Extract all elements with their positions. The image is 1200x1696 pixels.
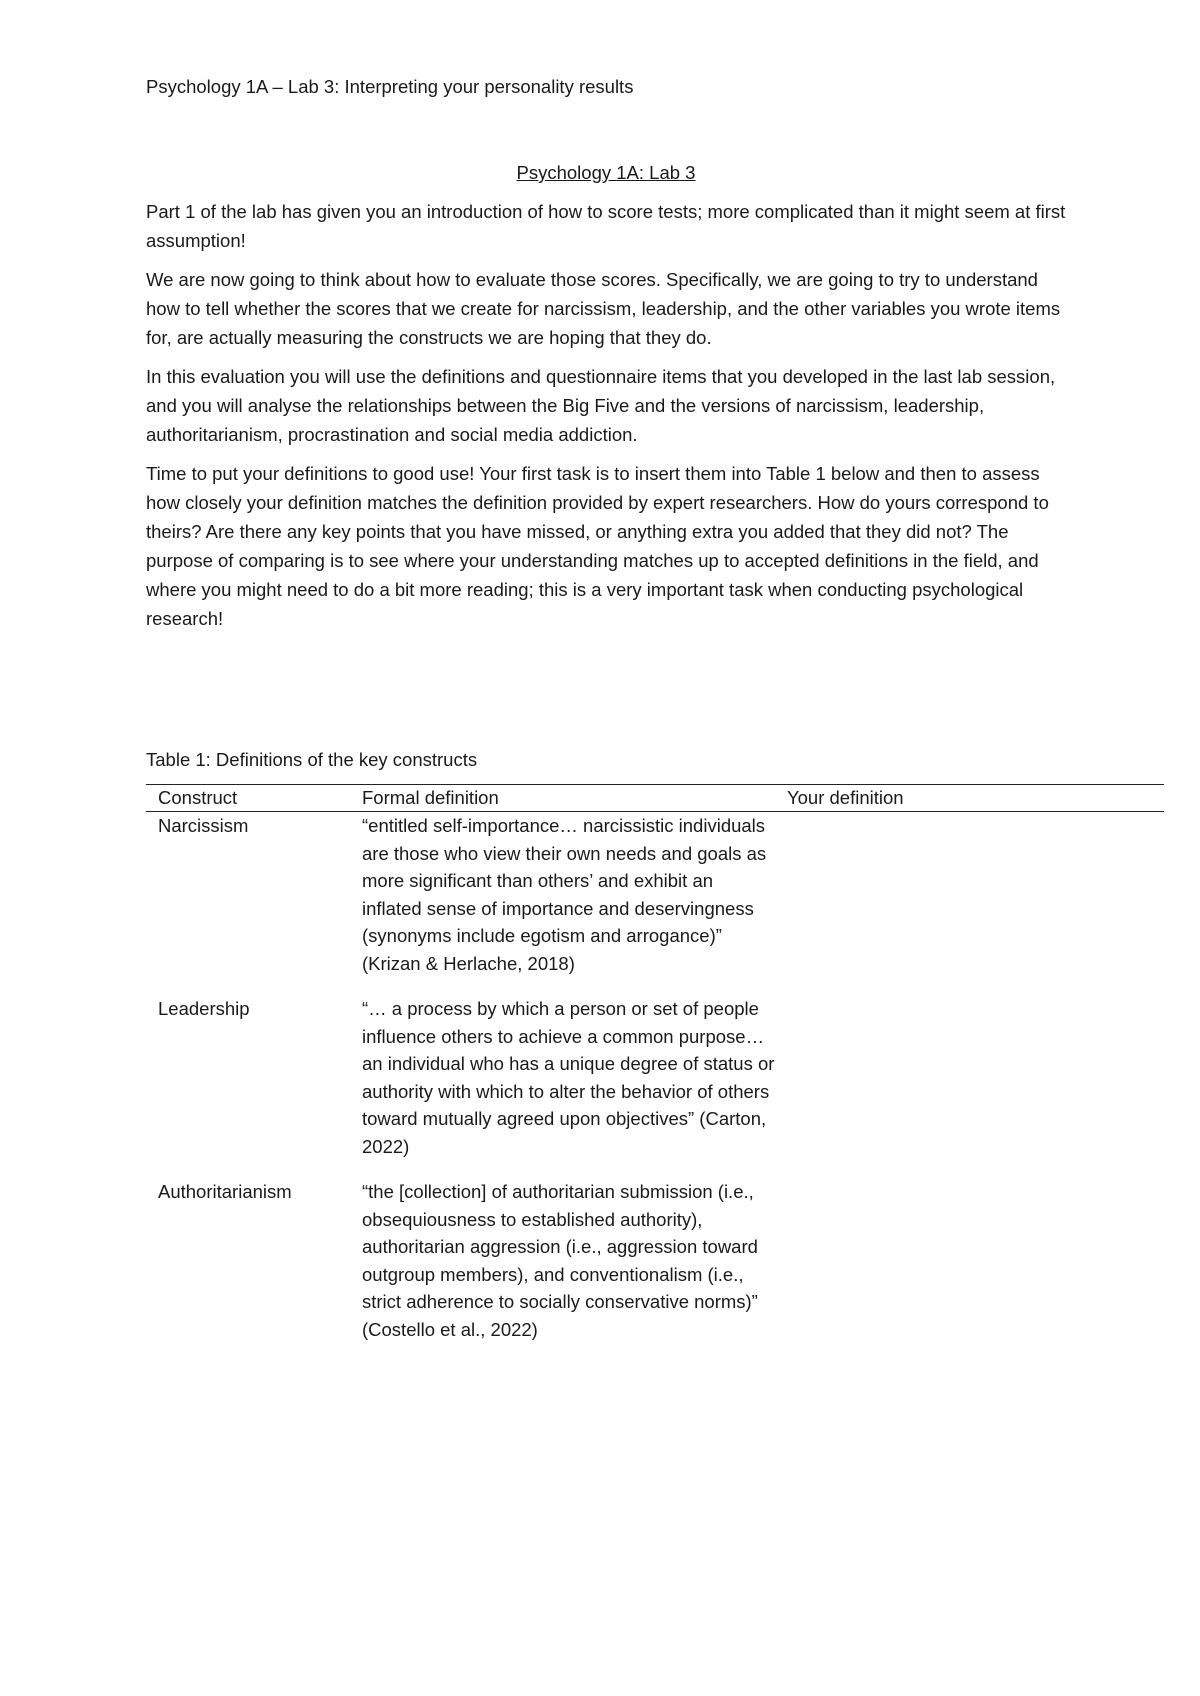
page-title: Psychology 1A: Lab 3	[516, 162, 696, 183]
table-caption: Table 1: Definitions of the key constructs	[146, 749, 478, 770]
paragraph-intro: Part 1 of the lab has given you an introduction of how to score tests; more complicated than it might seem at first assumption!	[146, 201, 1066, 251]
formal-definition-cell: “the [collection] of authoritarian submission (i.e., obsequiousness to established authority), authoritarian aggression (i.e., aggression toward outgroup members), and conventionalism (i.e., strict adherence to socially conservative norms)” (Costello et al., 2022)	[362, 1181, 758, 1340]
column-header-your-definition: Your definition	[775, 785, 1164, 812]
paragraph-evaluate-scores: We are now going to think about how to evaluate those scores. Specifically, we are going to try to understand how to tell whether the scores that we create for narcissism, leadership, and the other variables you wrote items for, are actually measuring the constructs we are hoping that they do.	[146, 269, 1061, 348]
paragraph-evaluation-method: In this evaluation you will use the definitions and questionnaire items that you developed in the last lab session, and you will analyse the relationships between the Big Five and the versions of narcissism, leadership, authoritarianism, procrastination and social media addiction.	[146, 366, 1056, 445]
running-header: Psychology 1A – Lab 3: Interpreting your personality results	[146, 76, 634, 97]
column-header-construct: Construct	[146, 785, 350, 812]
column-header-formal-definition: Formal definition	[350, 785, 775, 812]
construct-cell: Leadership	[158, 998, 250, 1019]
table-row	[146, 1178, 1164, 1361]
construct-cell: Narcissism	[158, 815, 249, 836]
paragraph-task-instructions: Time to put your definitions to good use! Your first task is to insert them into Table 1 below and then to assess how closely your definition matches the definition provided by expert researchers. How do yours correspond to theirs? Are there any key points that you have missed, or anything extra you added that they did not? The purpose of comparing is to see where your understanding matches up to accepted definitions in the field, and where you might need to do a bit more reading; this is a very important task when conducting psychological research!	[146, 463, 1049, 629]
table-row	[146, 995, 1164, 1178]
definitions-table	[146, 784, 1164, 1361]
your-definition-cell[interactable]	[775, 995, 1164, 1178]
table-header-row	[146, 785, 1164, 812]
table-row	[146, 812, 1164, 996]
document-page	[146, 72, 1066, 1361]
your-definition-cell[interactable]	[775, 1178, 1164, 1361]
formal-definition-cell: “… a process by which a person or set of people influence others to achieve a common purpose… an individual who has a unique degree of status or authority with which to alter the behavior of others toward mutually agreed upon objectives” (Carton, 2022)	[362, 998, 775, 1157]
formal-definition-cell: “entitled self-importance… narcissistic individuals are those who view their own needs and goals as more significant than others’ and exhibit an inflated sense of importance and deservingness (synonyms include egotism and arrogance)” (Krizan & Herlache, 2018)	[362, 815, 767, 974]
construct-cell: Authoritarianism	[158, 1181, 292, 1202]
your-definition-cell[interactable]	[775, 812, 1164, 996]
